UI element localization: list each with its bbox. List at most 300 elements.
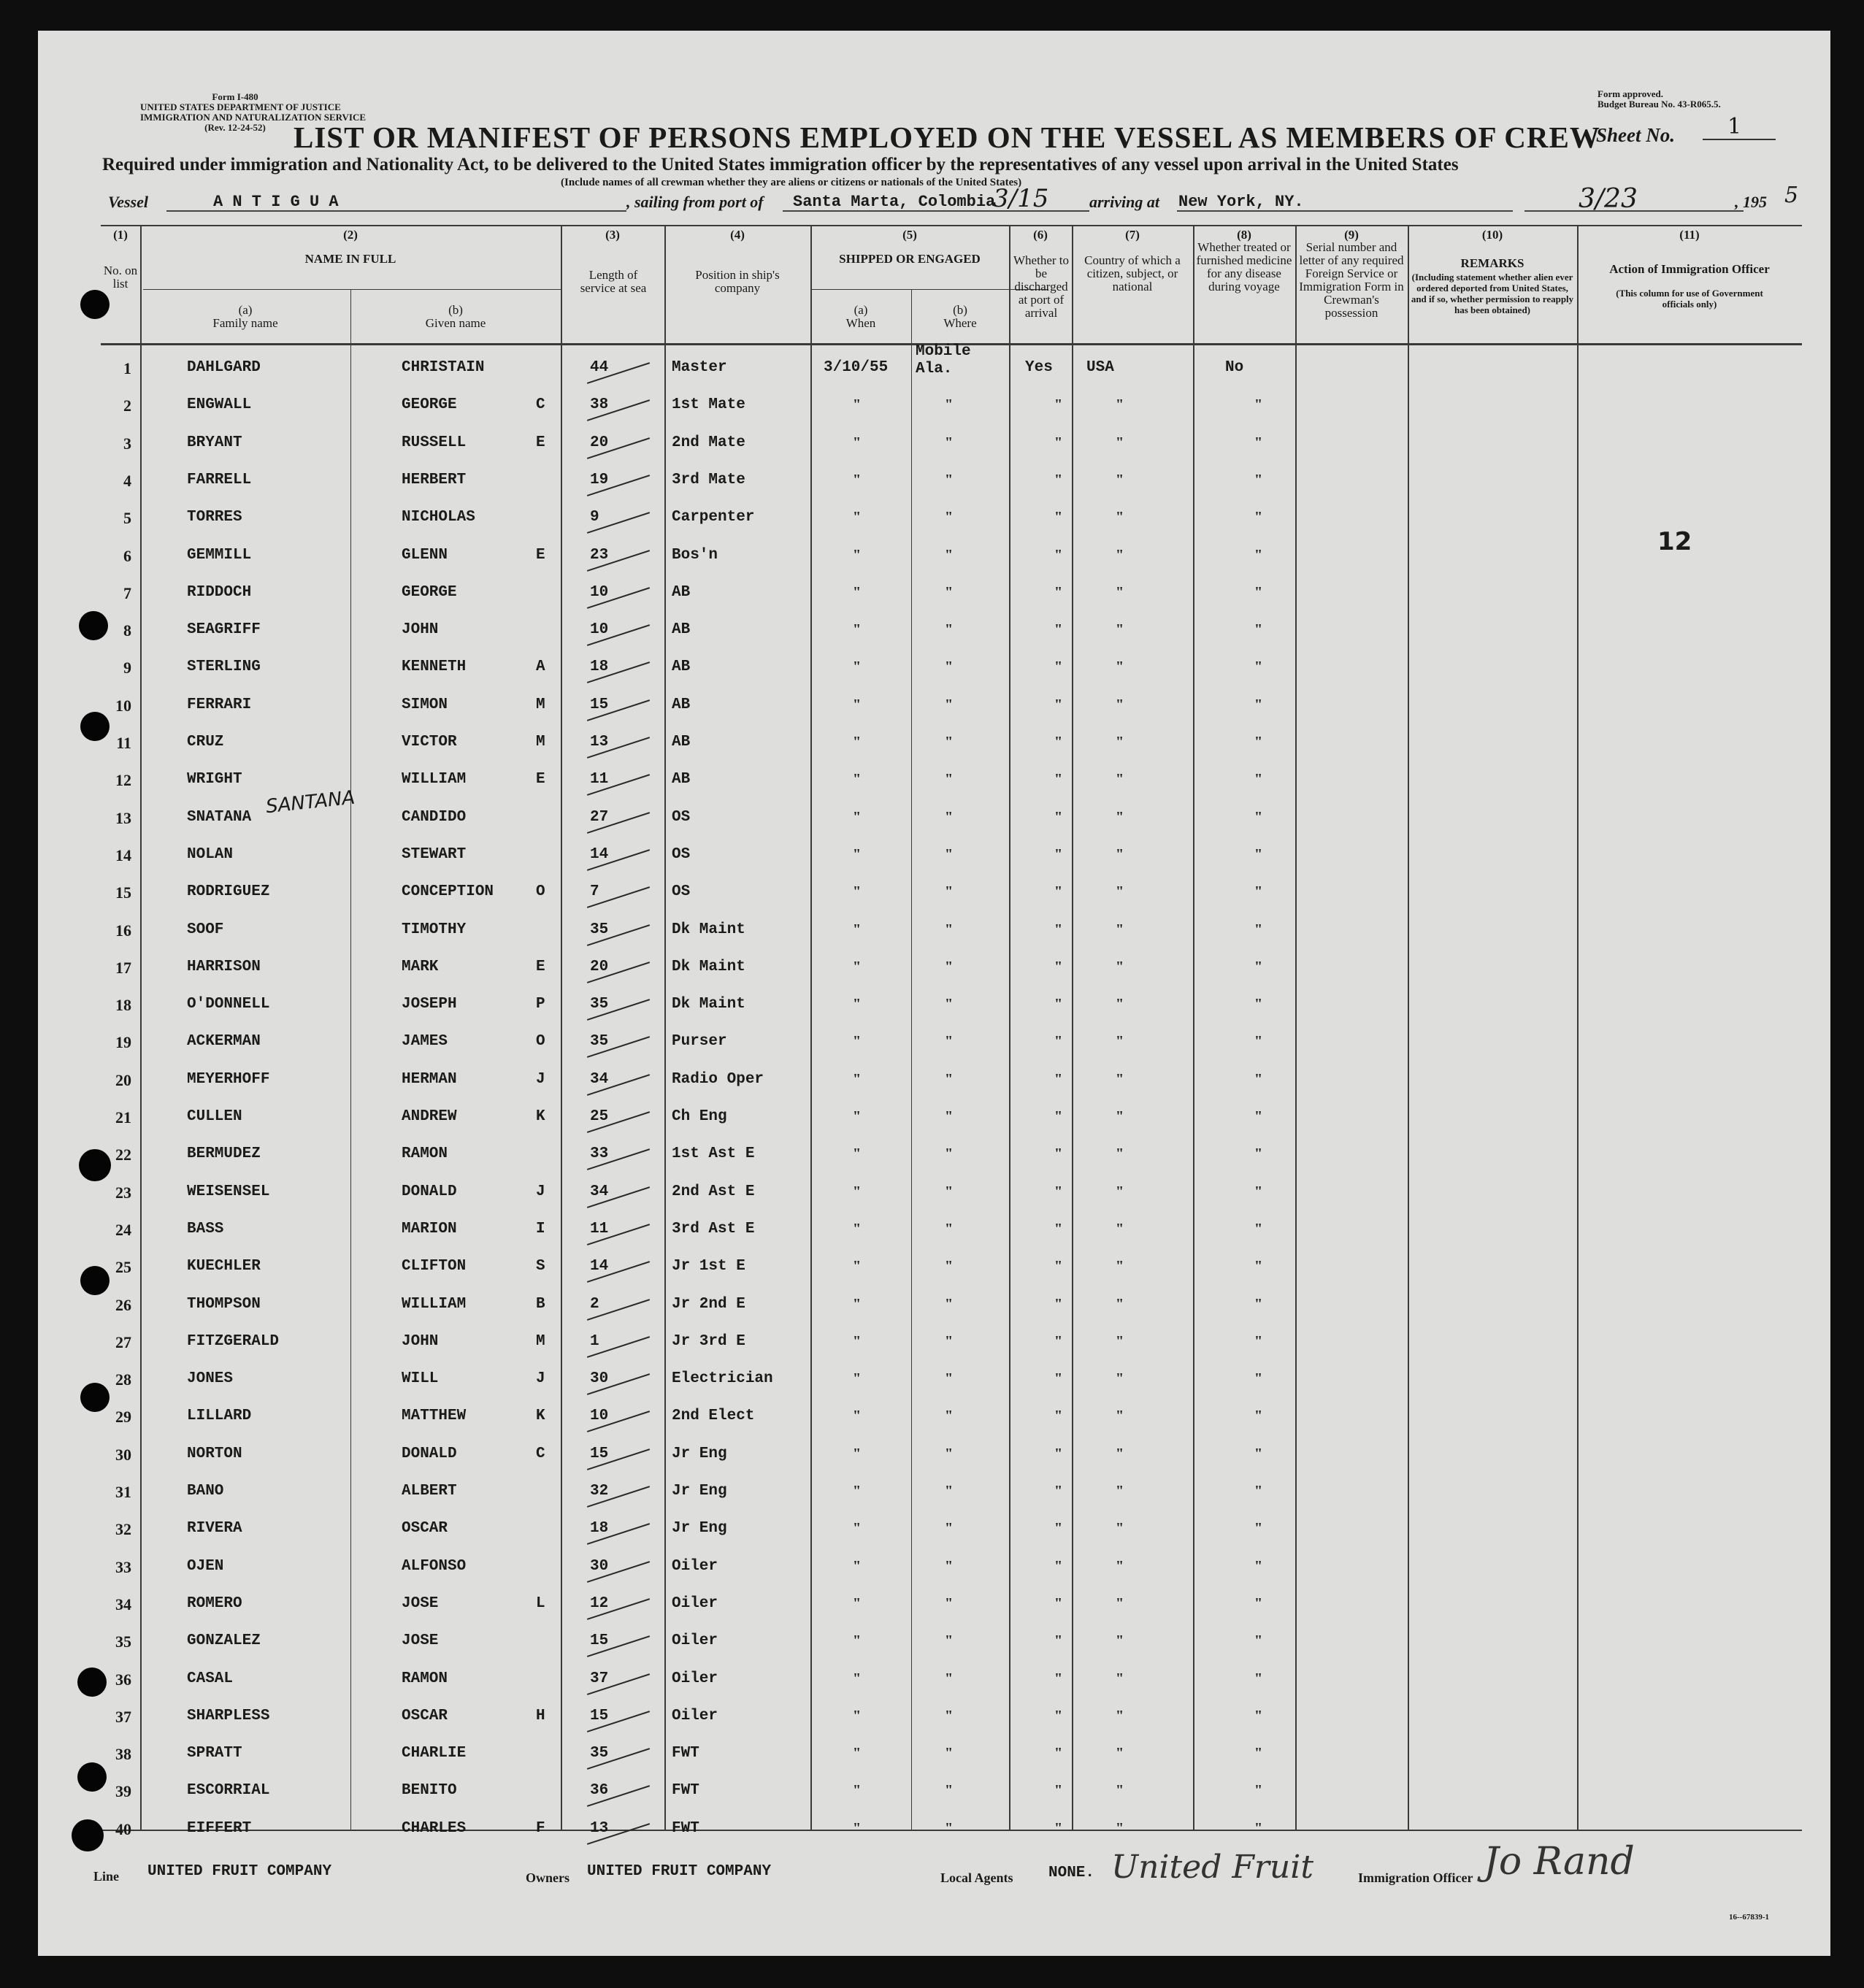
treated: " bbox=[1254, 509, 1263, 526]
family-name: GEMMILL bbox=[187, 546, 252, 564]
treated: " bbox=[1254, 996, 1263, 1013]
family-name: FERRARI bbox=[187, 696, 252, 713]
country: " bbox=[1116, 1183, 1124, 1200]
header-position: Position in ship's company bbox=[695, 268, 780, 295]
family-name: THOMPSON bbox=[187, 1295, 261, 1313]
treated: No bbox=[1225, 359, 1244, 376]
shipped-where: " bbox=[945, 1070, 954, 1087]
table-row bbox=[38, 1400, 1830, 1438]
col-number-4: (4) bbox=[730, 228, 745, 242]
row-number: 15 bbox=[115, 883, 131, 902]
treated: " bbox=[1254, 1707, 1263, 1724]
country: " bbox=[1116, 1745, 1124, 1762]
family-name: SNATANA bbox=[187, 808, 252, 826]
family-name: KUECHLER bbox=[187, 1258, 261, 1275]
length-of-service: 34 bbox=[590, 1183, 609, 1200]
family-name: CASAL bbox=[187, 1670, 234, 1687]
family-name: TORRES bbox=[187, 509, 242, 526]
table-row bbox=[38, 1289, 1830, 1326]
table-row bbox=[38, 989, 1830, 1026]
treated: " bbox=[1254, 1220, 1263, 1237]
family-name: MEYERHOFF bbox=[187, 1070, 270, 1088]
given-name: WILLIAM bbox=[402, 1295, 467, 1313]
country: " bbox=[1116, 696, 1124, 713]
col-number-1: (1) bbox=[113, 228, 128, 242]
discharged: " bbox=[1054, 1370, 1063, 1387]
position: Oiler bbox=[672, 1632, 718, 1650]
treated: " bbox=[1254, 771, 1263, 788]
shipped-where: " bbox=[945, 546, 954, 563]
row-number: 9 bbox=[123, 659, 131, 678]
length-of-service: 11 bbox=[590, 771, 609, 788]
position: Jr Eng bbox=[672, 1483, 727, 1500]
family-name: SOOF bbox=[187, 921, 224, 938]
family-name: ROMERO bbox=[187, 1594, 242, 1612]
position: Oiler bbox=[672, 1707, 718, 1724]
shipped-when: " bbox=[853, 583, 862, 600]
shipped-where: " bbox=[945, 1370, 954, 1387]
discharged: " bbox=[1054, 1557, 1063, 1574]
middle-initial: E bbox=[536, 771, 545, 788]
table-row bbox=[38, 540, 1830, 577]
shipped-when: " bbox=[853, 1295, 862, 1312]
family-name: SPRATT bbox=[187, 1745, 242, 1762]
discharged: " bbox=[1054, 1145, 1063, 1162]
position: Jr 2nd E bbox=[672, 1295, 745, 1313]
table-row bbox=[38, 1475, 1830, 1513]
country: " bbox=[1116, 546, 1124, 563]
discharged: " bbox=[1054, 845, 1063, 862]
discharged: " bbox=[1054, 1782, 1063, 1799]
shipped-when: " bbox=[853, 1370, 862, 1387]
middle-initial: E bbox=[536, 958, 545, 975]
row-number: 3 bbox=[123, 434, 131, 453]
row-number: 4 bbox=[123, 471, 131, 490]
page-title: LIST OR MANIFEST OF PERSONS EMPLOYED ON THE VESSEL AS MEMBERS OF CREW bbox=[294, 120, 1600, 154]
discharged: " bbox=[1054, 958, 1063, 975]
shipped-where: " bbox=[945, 1632, 954, 1649]
shipped-where: " bbox=[945, 696, 954, 713]
country: " bbox=[1116, 659, 1124, 675]
shipped-when: " bbox=[853, 1070, 862, 1087]
row-number: 1 bbox=[123, 359, 131, 377]
country: " bbox=[1116, 1408, 1124, 1424]
department: UNITED STATES DEPARTMENT OF JUSTICE bbox=[140, 101, 341, 112]
family-name: CRUZ bbox=[187, 734, 224, 751]
treated: " bbox=[1254, 659, 1263, 675]
treated: " bbox=[1254, 958, 1263, 975]
length-of-service: 30 bbox=[590, 1557, 609, 1575]
form-id: Form I-480 bbox=[212, 91, 258, 102]
shipped-where: " bbox=[945, 1033, 954, 1050]
treated: " bbox=[1254, 1745, 1263, 1762]
officer-signature: Jo Rand bbox=[1484, 1840, 1635, 1884]
treated: " bbox=[1254, 696, 1263, 713]
given-name: WILLIAM bbox=[402, 771, 467, 788]
shipped-where: " bbox=[945, 1594, 954, 1611]
shipped-when: " bbox=[853, 1408, 862, 1424]
owners-value: UNITED FRUIT COMPANY bbox=[587, 1863, 772, 1880]
length-of-service: 20 bbox=[590, 958, 609, 975]
shipped-when: " bbox=[853, 808, 862, 825]
shipped-where: " bbox=[945, 509, 954, 526]
length-of-service: 35 bbox=[590, 1745, 609, 1762]
table-row bbox=[38, 1738, 1830, 1775]
treated: " bbox=[1254, 883, 1263, 900]
family-label: Family name bbox=[212, 316, 278, 330]
shipped-where: " bbox=[945, 659, 954, 675]
country: " bbox=[1116, 1033, 1124, 1050]
discharged: " bbox=[1054, 621, 1063, 638]
treated: " bbox=[1254, 1408, 1263, 1424]
given-name: JOHN bbox=[402, 1332, 439, 1350]
shipped-where: " bbox=[945, 434, 954, 450]
length-of-service: 14 bbox=[590, 1258, 609, 1275]
treated: " bbox=[1254, 1632, 1263, 1649]
punch-hole bbox=[77, 1667, 107, 1697]
discharged: " bbox=[1054, 996, 1063, 1013]
row-number: 16 bbox=[115, 921, 131, 940]
family-name: NORTON bbox=[187, 1445, 242, 1462]
country: " bbox=[1116, 434, 1124, 450]
position: 1st Mate bbox=[672, 396, 745, 414]
country: " bbox=[1116, 734, 1124, 750]
treated: " bbox=[1254, 808, 1263, 825]
shipped-where: " bbox=[945, 771, 954, 788]
shipped-where: " bbox=[945, 1295, 954, 1312]
table-row bbox=[38, 502, 1830, 539]
table-row bbox=[38, 343, 1830, 389]
punch-hole bbox=[79, 1149, 111, 1181]
length-of-service: 2 bbox=[590, 1295, 599, 1313]
treated: " bbox=[1254, 1370, 1263, 1387]
family-name: WRIGHT bbox=[187, 771, 242, 788]
position: Purser bbox=[672, 1033, 727, 1051]
row-number: 30 bbox=[115, 1445, 131, 1464]
shipped-where: " bbox=[945, 583, 954, 600]
table-row bbox=[38, 914, 1830, 951]
punch-hole bbox=[77, 1762, 107, 1792]
given-name: CLIFTON bbox=[402, 1258, 467, 1275]
length-of-service: 33 bbox=[590, 1145, 609, 1163]
country: " bbox=[1116, 996, 1124, 1013]
table-row bbox=[38, 1551, 1830, 1588]
approved-text: Form approved. bbox=[1598, 88, 1664, 99]
middle-initial: B bbox=[536, 1295, 545, 1313]
given-name: CHARLIE bbox=[402, 1745, 467, 1762]
treated: " bbox=[1254, 1483, 1263, 1499]
discharged: " bbox=[1054, 734, 1063, 750]
table-row bbox=[38, 464, 1830, 502]
middle-initial: O bbox=[536, 1033, 545, 1051]
treated: " bbox=[1254, 1258, 1263, 1275]
line-value: UNITED FRUIT COMPANY bbox=[147, 1863, 332, 1880]
sheet-number-field bbox=[1703, 112, 1776, 140]
family-name: HARRISON bbox=[187, 958, 261, 975]
agents-label: Local Agents bbox=[940, 1870, 1013, 1885]
row-number: 20 bbox=[115, 1070, 131, 1089]
shipped-where: " bbox=[945, 921, 954, 937]
row-number: 36 bbox=[115, 1670, 131, 1689]
shipped-where: " bbox=[945, 734, 954, 750]
shipped-when: " bbox=[853, 396, 862, 413]
discharged: " bbox=[1054, 1520, 1063, 1537]
shipped-when: " bbox=[853, 621, 862, 638]
length-of-service: 13 bbox=[590, 734, 609, 751]
discharged: " bbox=[1054, 1183, 1063, 1200]
punch-hole bbox=[80, 1266, 110, 1295]
discharged: " bbox=[1054, 1408, 1063, 1424]
country: " bbox=[1116, 1520, 1124, 1537]
position: Oiler bbox=[672, 1557, 718, 1575]
shipped-when: " bbox=[853, 1033, 862, 1050]
family-name: STERLING bbox=[187, 659, 261, 676]
shipped-when: " bbox=[853, 1670, 862, 1686]
given-name: OSCAR bbox=[402, 1520, 448, 1538]
position: Electrician bbox=[672, 1370, 773, 1388]
col-number-3: (3) bbox=[605, 228, 620, 242]
punch-hole bbox=[72, 1819, 104, 1851]
given-name: CANDIDO bbox=[402, 808, 467, 826]
given-name: MARK bbox=[402, 958, 439, 975]
treated: " bbox=[1254, 1070, 1263, 1087]
given-name: DONALD bbox=[402, 1445, 457, 1462]
position: Ch Eng bbox=[672, 1108, 727, 1125]
discharged: " bbox=[1054, 1258, 1063, 1275]
given-name: GEORGE bbox=[402, 396, 457, 414]
santana-correction: SANTANA bbox=[264, 786, 356, 818]
length-of-service: 15 bbox=[590, 1707, 609, 1724]
vessel-name: A N T I G U A bbox=[213, 193, 339, 211]
shipped-where: " bbox=[945, 883, 954, 900]
shipped-when: " bbox=[853, 471, 862, 488]
length-of-service: 35 bbox=[590, 1033, 609, 1051]
country: " bbox=[1116, 1707, 1124, 1724]
given-name: JOSEPH bbox=[402, 996, 457, 1013]
shipped-when: " bbox=[853, 883, 862, 900]
when-letter: (a) bbox=[854, 303, 868, 317]
discharged: " bbox=[1054, 1594, 1063, 1611]
row-number: 26 bbox=[115, 1295, 131, 1314]
discharged: " bbox=[1054, 808, 1063, 825]
treated: " bbox=[1254, 1782, 1263, 1799]
country: " bbox=[1116, 883, 1124, 900]
shipped-where: " bbox=[945, 808, 954, 825]
length-of-service: 20 bbox=[590, 434, 609, 451]
shipped-where: Mobile Ala. bbox=[916, 343, 971, 377]
shipped-when: " bbox=[853, 696, 862, 713]
row-number: 10 bbox=[115, 696, 131, 715]
length-of-service: 13 bbox=[590, 1819, 609, 1837]
shipped-when: " bbox=[853, 958, 862, 975]
country: " bbox=[1116, 845, 1124, 862]
family-name: OJEN bbox=[187, 1557, 224, 1575]
length-of-service: 35 bbox=[590, 921, 609, 938]
table-row bbox=[38, 1363, 1830, 1400]
row-number: 38 bbox=[115, 1745, 131, 1764]
punch-hole bbox=[80, 712, 110, 741]
given-name: JAMES bbox=[402, 1033, 448, 1051]
treated: " bbox=[1254, 845, 1263, 862]
discharged: " bbox=[1054, 583, 1063, 600]
table-row bbox=[38, 1213, 1830, 1251]
length-of-service: 1 bbox=[590, 1332, 599, 1350]
family-name: EIFFERT bbox=[187, 1819, 252, 1837]
discharged: " bbox=[1054, 1707, 1063, 1724]
table-top-border bbox=[101, 225, 1802, 226]
position: Oiler bbox=[672, 1670, 718, 1687]
table-row bbox=[38, 389, 1830, 426]
position: Jr Eng bbox=[672, 1520, 727, 1538]
table-row bbox=[38, 1326, 1830, 1363]
country: " bbox=[1116, 1370, 1124, 1387]
family-name: BANO bbox=[187, 1483, 224, 1500]
given-name: RAMON bbox=[402, 1670, 448, 1687]
row-number: 29 bbox=[115, 1408, 131, 1427]
country: " bbox=[1116, 583, 1124, 600]
shipped-where: " bbox=[945, 1782, 954, 1799]
col-number-2: (2) bbox=[343, 228, 358, 242]
row-number: 24 bbox=[115, 1220, 131, 1239]
given-name: VICTOR bbox=[402, 734, 457, 751]
given-name: CONCEPTION bbox=[402, 883, 494, 901]
given-name: ALFONSO bbox=[402, 1557, 467, 1575]
middle-initial: E bbox=[536, 434, 545, 451]
length-of-service: 32 bbox=[590, 1483, 609, 1500]
row-number: 25 bbox=[115, 1258, 131, 1277]
header-given-name bbox=[350, 304, 561, 330]
discharged: " bbox=[1054, 1070, 1063, 1087]
length-of-service: 7 bbox=[590, 883, 599, 901]
position: OS bbox=[672, 845, 691, 863]
shipped-where: " bbox=[945, 1258, 954, 1275]
row-number: 39 bbox=[115, 1782, 131, 1801]
position: Dk Maint bbox=[672, 996, 745, 1013]
length-of-service: 25 bbox=[590, 1108, 609, 1125]
row-number: 11 bbox=[116, 734, 131, 752]
family-name: RIDDOCH bbox=[187, 583, 252, 601]
sailing-port: Santa Marta, Colombia bbox=[793, 193, 996, 211]
col-number-8: (8) bbox=[1237, 228, 1251, 242]
country: " bbox=[1116, 1145, 1124, 1162]
table-row bbox=[38, 1625, 1830, 1662]
col-number-11: (11) bbox=[1679, 228, 1700, 242]
given-name: HERMAN bbox=[402, 1070, 457, 1088]
row-number: 5 bbox=[123, 509, 131, 528]
country: " bbox=[1116, 1670, 1124, 1686]
discharged: " bbox=[1054, 1033, 1063, 1050]
position: AB bbox=[672, 771, 691, 788]
length-of-service: 37 bbox=[590, 1670, 609, 1687]
position: Radio Oper bbox=[672, 1070, 764, 1088]
shipped-where: " bbox=[945, 1108, 954, 1124]
shipped-when: " bbox=[853, 1745, 862, 1762]
middle-initial: E bbox=[536, 546, 545, 564]
position: AB bbox=[672, 583, 691, 601]
shipped-when: " bbox=[853, 1557, 862, 1574]
table-row bbox=[38, 876, 1830, 913]
agents-signature: United Fruit bbox=[1111, 1849, 1314, 1886]
punch-hole bbox=[80, 1383, 110, 1412]
position: Carpenter bbox=[672, 509, 755, 526]
header-where bbox=[911, 304, 1009, 330]
row-number: 23 bbox=[115, 1183, 131, 1202]
col-number-6: (6) bbox=[1033, 228, 1048, 242]
shipped-when: " bbox=[853, 659, 862, 675]
row-number: 40 bbox=[115, 1819, 131, 1838]
table-row bbox=[38, 1588, 1830, 1625]
header-action: Action of Immigration Officer bbox=[1609, 262, 1770, 276]
discharged: " bbox=[1054, 921, 1063, 937]
year-prefix: , 195 bbox=[1735, 193, 1767, 211]
header-length: Length of service at sea bbox=[580, 268, 647, 295]
shipped-where: " bbox=[945, 1183, 954, 1200]
table-row bbox=[38, 1176, 1830, 1213]
header-serial: Serial number and letter of any required Foreign Service or Immigration Form in Crewman's possession bbox=[1299, 240, 1404, 320]
position: AB bbox=[672, 734, 691, 751]
row-number: 27 bbox=[115, 1332, 131, 1351]
treated: " bbox=[1254, 396, 1263, 413]
middle-initial: J bbox=[536, 1183, 545, 1200]
arrival-date: 3/23 bbox=[1579, 184, 1638, 214]
shipped-where: " bbox=[945, 621, 954, 638]
row-number: 7 bbox=[123, 583, 131, 602]
given-name: RUSSELL bbox=[402, 434, 467, 451]
given-letter: (b) bbox=[448, 303, 463, 317]
discharged: " bbox=[1054, 471, 1063, 488]
discharged: " bbox=[1054, 696, 1063, 713]
shipped-when: " bbox=[853, 1108, 862, 1124]
agents-value: NONE. bbox=[1048, 1865, 1095, 1881]
country: " bbox=[1116, 1483, 1124, 1499]
position: Jr 1st E bbox=[672, 1258, 745, 1275]
line-label: Line bbox=[93, 1869, 120, 1884]
shipped-when: " bbox=[853, 1183, 862, 1200]
discharged: " bbox=[1054, 1483, 1063, 1499]
family-name: BRYANT bbox=[187, 434, 242, 451]
family-name: ACKERMAN bbox=[187, 1033, 261, 1051]
table-row bbox=[38, 839, 1830, 876]
given-name: WILL bbox=[402, 1370, 439, 1388]
row-number: 13 bbox=[115, 808, 131, 827]
shipped-where: " bbox=[945, 996, 954, 1013]
sailing-date: 3/15 bbox=[993, 184, 1049, 213]
given-name: DONALD bbox=[402, 1183, 457, 1200]
shipped-where: " bbox=[945, 396, 954, 413]
row-number: 19 bbox=[115, 1033, 131, 1052]
treated: " bbox=[1254, 1108, 1263, 1124]
given-label: Given name bbox=[425, 316, 486, 330]
punch-hole bbox=[79, 611, 108, 640]
family-name: BERMUDEZ bbox=[187, 1145, 261, 1163]
shipped-when: " bbox=[853, 509, 862, 526]
discharged: " bbox=[1054, 659, 1063, 675]
position: OS bbox=[672, 808, 691, 826]
table-row bbox=[38, 614, 1830, 651]
shipped-when: " bbox=[853, 546, 862, 563]
shipped-when: " bbox=[853, 921, 862, 937]
header-action-note: (This column for use of Government officials only) bbox=[1616, 288, 1763, 310]
position: 2nd Elect bbox=[672, 1408, 755, 1425]
family-name: JONES bbox=[187, 1370, 234, 1388]
length-of-service: 18 bbox=[590, 659, 609, 676]
row-number: 17 bbox=[115, 958, 131, 977]
middle-initial: J bbox=[536, 1370, 545, 1388]
table-row bbox=[38, 951, 1830, 989]
table-row bbox=[38, 577, 1830, 614]
subtitle: Required under immigration and Nationality Act, to be delivered to the United States immigration officer by the representatives of any vessel upon arrival in the United States bbox=[102, 155, 1459, 174]
country: " bbox=[1116, 509, 1124, 526]
